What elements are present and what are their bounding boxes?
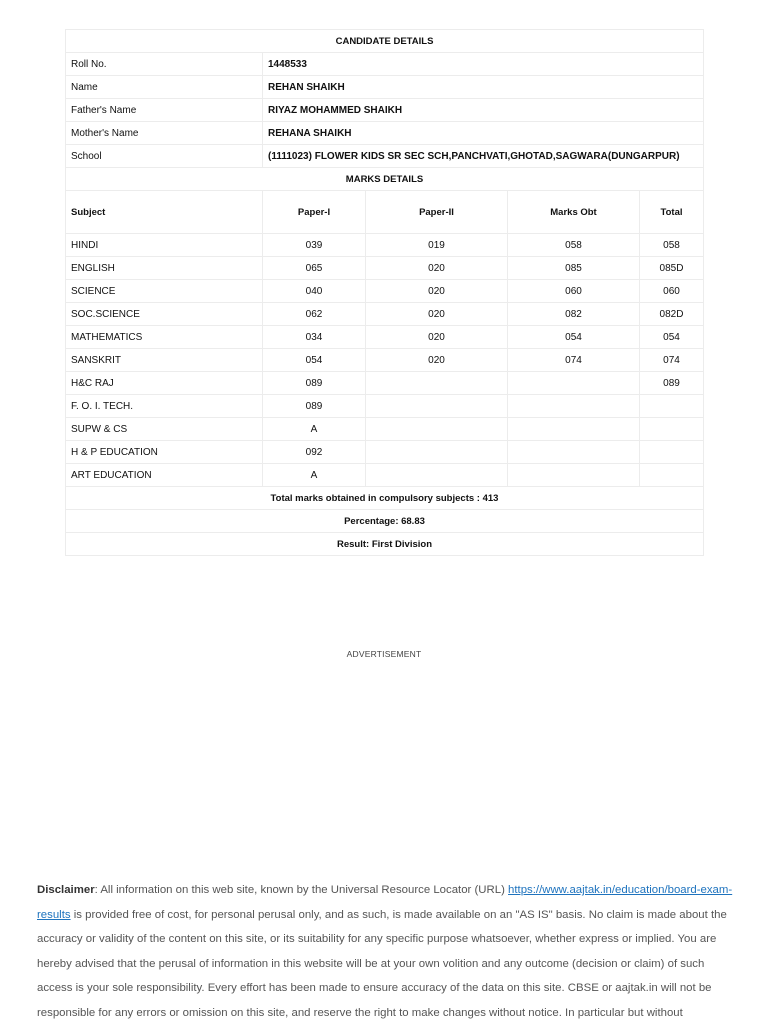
marks-cell-total — [640, 441, 704, 464]
roll-no-value: 1448533 — [263, 53, 704, 76]
board-exam-results-link[interactable]: https://www.aajtak.in/education/board-exam-results — [37, 884, 733, 921]
marks-cell-subject: ENGLISH — [66, 257, 263, 280]
percentage-text: Percentage: 68.83 — [66, 510, 704, 533]
disclaimer-heading: Disclaimer — [37, 884, 95, 896]
marks-cell-subject: ART EDUCATION — [66, 464, 263, 487]
marks-cell-paper-1: 039 — [263, 234, 366, 257]
marks-cell-marks-obt — [508, 372, 640, 395]
marks-cell-paper-2 — [366, 395, 508, 418]
marks-cell-paper-2 — [366, 372, 508, 395]
marks-cell-marks-obt — [508, 395, 640, 418]
result-text: Result: First Division — [66, 533, 704, 556]
marks-cell-total: 074 — [640, 349, 704, 372]
column-subject: Subject — [66, 191, 263, 234]
marks-cell-paper-1: 092 — [263, 441, 366, 464]
marks-row — [66, 418, 704, 441]
total-marks-row — [66, 487, 704, 510]
marks-cell-marks-obt: 085 — [508, 257, 640, 280]
marks-cell-subject: SOC.SCIENCE — [66, 303, 263, 326]
marks-cell-paper-1: A — [263, 418, 366, 441]
father-name-label: Father's Name — [66, 99, 263, 122]
name-row — [66, 76, 704, 99]
marks-cell-paper-2 — [366, 464, 508, 487]
disclaimer — [37, 878, 737, 1024]
marks-cell-paper-1: 040 — [263, 280, 366, 303]
marks-row — [66, 303, 704, 326]
candidate-details-header: CANDIDATE DETAILS — [66, 30, 704, 53]
marks-cell-marks-obt: 082 — [508, 303, 640, 326]
column-paper-2: Paper-II — [366, 191, 508, 234]
marks-cell-subject: MATHEMATICS — [66, 326, 263, 349]
marks-cell-paper-1: 089 — [263, 395, 366, 418]
advertisement-label: ADVERTISEMENT — [346, 649, 422, 659]
marks-cell-marks-obt — [508, 464, 640, 487]
result-row — [66, 533, 704, 556]
marks-cell-paper-2: 019 — [366, 234, 508, 257]
marks-row — [66, 257, 704, 280]
marks-cell-total: 082D — [640, 303, 704, 326]
marks-cell-subject: HINDI — [66, 234, 263, 257]
roll-no-label: Roll No. — [66, 53, 263, 76]
name-label: Name — [66, 76, 263, 99]
marks-cell-marks-obt — [508, 441, 640, 464]
marks-cell-subject: H & P EDUCATION — [66, 441, 263, 464]
marks-cell-subject: SANSKRIT — [66, 349, 263, 372]
father-name-row — [66, 99, 704, 122]
school-label: School — [66, 145, 263, 168]
marks-cell-marks-obt — [508, 418, 640, 441]
marks-cell-total: 058 — [640, 234, 704, 257]
father-name-value: RIYAZ MOHAMMED SHAIKH — [263, 99, 704, 122]
marks-cell-total — [640, 464, 704, 487]
marks-column-header-row — [66, 191, 704, 234]
marks-cell-subject: SUPW & CS — [66, 418, 263, 441]
marks-cell-paper-1: 089 — [263, 372, 366, 395]
marks-cell-paper-2: 020 — [366, 303, 508, 326]
marks-cell-paper-1: 062 — [263, 303, 366, 326]
marks-row — [66, 326, 704, 349]
marks-details-header: MARKS DETAILS — [66, 168, 704, 191]
marks-row — [66, 372, 704, 395]
marks-row — [66, 441, 704, 464]
marks-cell-total — [640, 395, 704, 418]
disclaimer-body: is provided free of cost, for personal perusal only, and as such, is made available on an "AS IS" basis. No claim is made about the accuracy or validity of the content on this site, or its suitability for any specific purpose whatsoever, whether express or implied. You are hereby advised that the perusal of information in this website will be at your own volition and any outcome (decision or claim) of such access is your sole responsibility. Every effort has been made to ensure accuracy of the data on this site. CBSE or aajtak.in will not be responsible for any errors or omission on this site, and reserve the right to make changes without notice. In particular but without — [37, 908, 727, 1019]
marks-cell-marks-obt: 058 — [508, 234, 640, 257]
marks-row — [66, 280, 704, 303]
marks-row — [66, 234, 704, 257]
marks-cell-total: 054 — [640, 326, 704, 349]
marks-cell-total — [640, 418, 704, 441]
marks-cell-total: 089 — [640, 372, 704, 395]
percentage-row — [66, 510, 704, 533]
mother-name-label: Mother's Name — [66, 122, 263, 145]
marks-cell-paper-2: 020 — [366, 349, 508, 372]
mother-name-row — [66, 122, 704, 145]
marks-cell-paper-2 — [366, 441, 508, 464]
marks-cell-subject: H&C RAJ — [66, 372, 263, 395]
marks-cell-marks-obt: 074 — [508, 349, 640, 372]
marks-cell-paper-1: 054 — [263, 349, 366, 372]
marks-cell-marks-obt: 060 — [508, 280, 640, 303]
name-value: REHAN SHAIKH — [263, 76, 704, 99]
column-total: Total — [640, 191, 704, 234]
marks-cell-marks-obt: 054 — [508, 326, 640, 349]
school-value: (1111023) FLOWER KIDS SR SEC SCH,PANCHVATI,GHOTAD,SAGWARA(DUNGARPUR) — [263, 145, 704, 168]
marks-cell-paper-2: 020 — [366, 326, 508, 349]
column-marks-obt: Marks Obt — [508, 191, 640, 234]
marks-cell-subject: SCIENCE — [66, 280, 263, 303]
result-table — [65, 29, 704, 556]
marks-cell-subject: F. O. I. TECH. — [66, 395, 263, 418]
marks-cell-paper-1: 034 — [263, 326, 366, 349]
marks-cell-total: 060 — [640, 280, 704, 303]
candidate-details-header-row — [66, 30, 704, 53]
roll-no-row — [66, 53, 704, 76]
total-marks-text: Total marks obtained in compulsory subjects : 413 — [66, 487, 704, 510]
marks-row — [66, 464, 704, 487]
marks-row — [66, 395, 704, 418]
marks-cell-paper-1: 065 — [263, 257, 366, 280]
marks-cell-paper-2 — [366, 418, 508, 441]
marks-details-header-row — [66, 168, 704, 191]
marks-cell-paper-2: 020 — [366, 280, 508, 303]
mother-name-value: REHANA SHAIKH — [263, 122, 704, 145]
disclaimer-intro: : All information on this web site, known by the Universal Resource Locator (URL) — [94, 884, 509, 896]
marks-cell-paper-2: 020 — [366, 257, 508, 280]
column-paper-1: Paper-I — [263, 191, 366, 234]
school-row — [66, 145, 704, 168]
marks-cell-paper-1: A — [263, 464, 366, 487]
marks-cell-total: 085D — [640, 257, 704, 280]
marks-row — [66, 349, 704, 372]
